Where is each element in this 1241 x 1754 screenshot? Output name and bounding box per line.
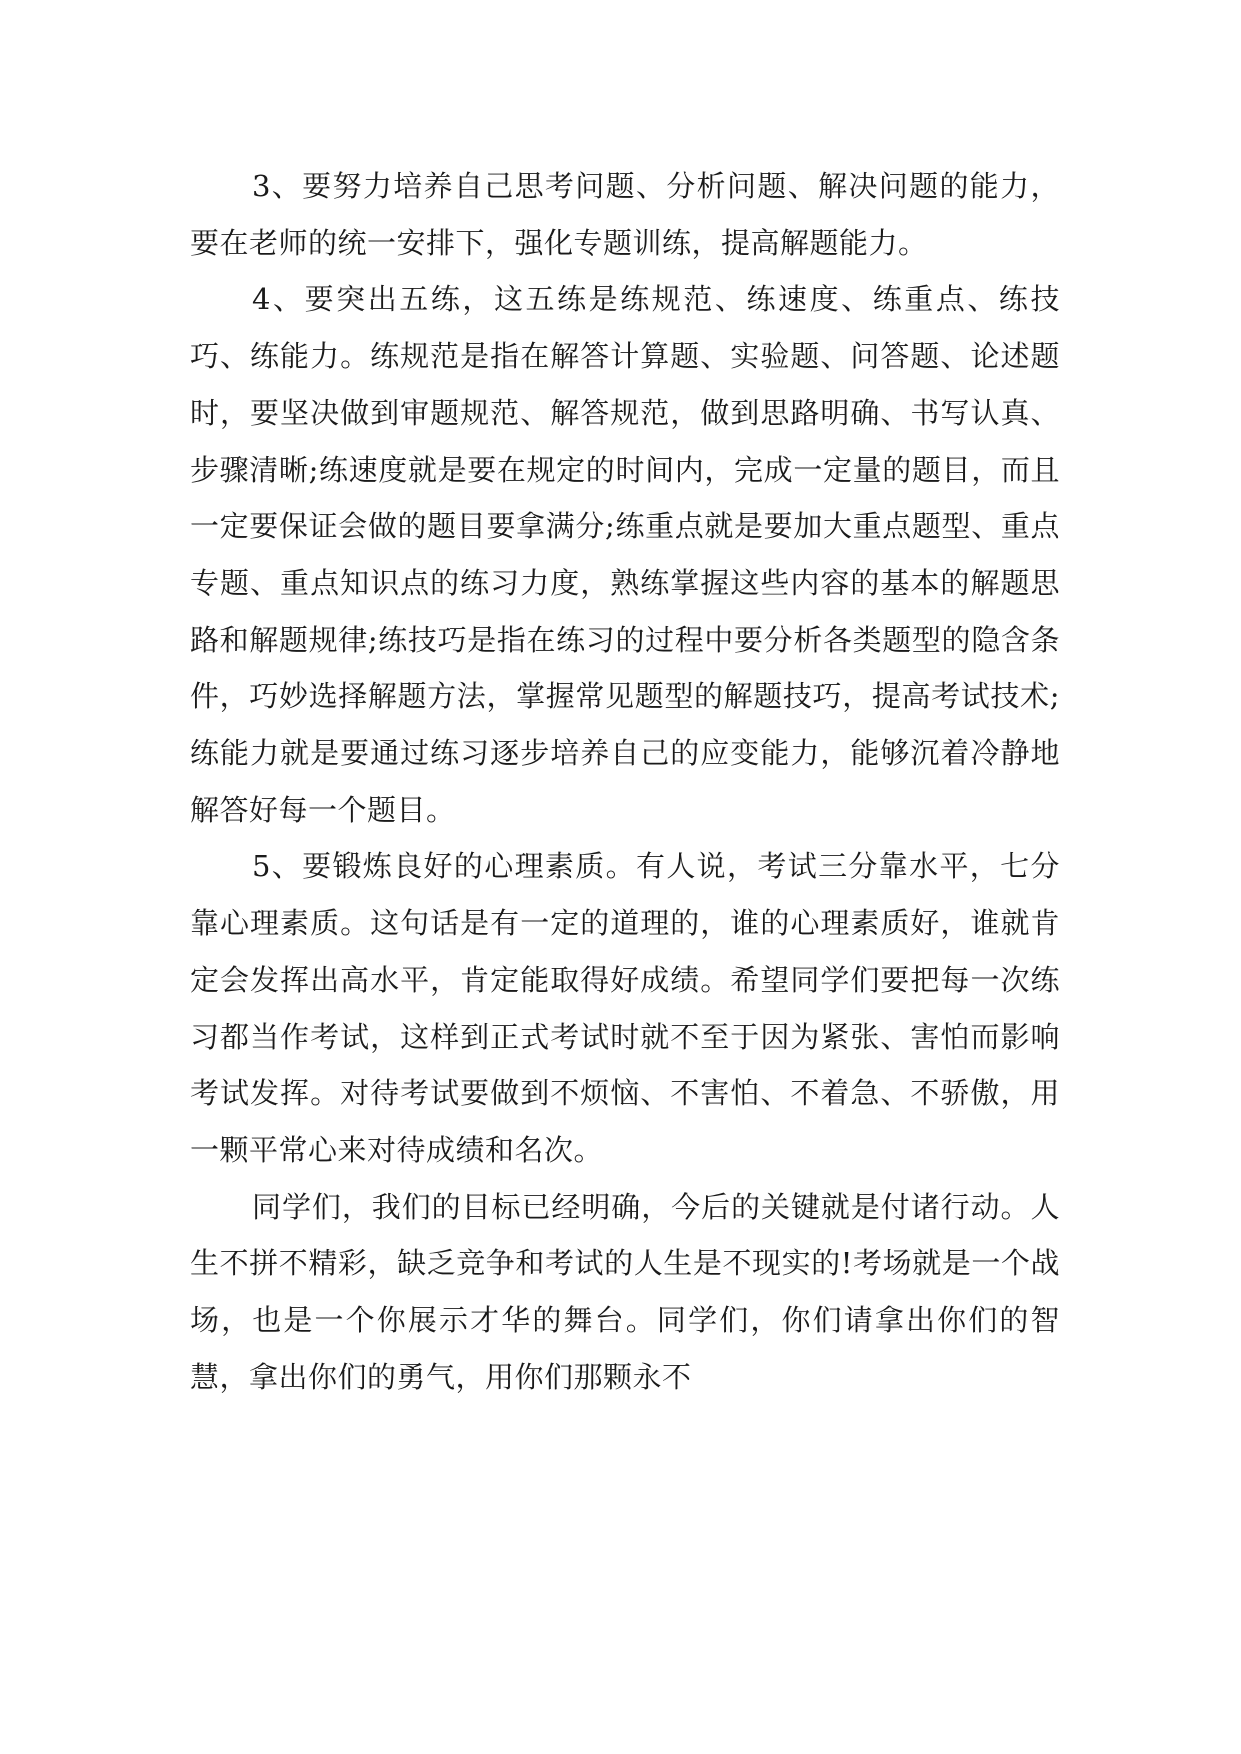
paragraph-item-4: 4、要突出五练，这五练是练规范、练速度、练重点、练技巧、练能力。练规范是指在解答计算题、实验题、问答题、论述题时，要坚决做到审题规范、解答规范，做到思路明确、书写认真、步骤清晰;练速度就是要在规定的时间内，完成一定量的题目，而且一定要保证会做的题目要拿满分;练重点就是要加大重点题型、重点专题、重点知识点的练习力度，熟练掌握这些内容的基本的解题思路和解题规律;练技巧是指在练习的过程中要分析各类题型的隐含条件，巧妙选择解题方法，掌握常见题型的解题技巧，提高考试技术;练能力就是要通过练习逐步培养自己的应变能力，能够沉着冷静地解答好每一个题目。 bbox=[190, 282, 1060, 827]
document-body bbox=[190, 158, 1060, 1405]
paragraph-item-5: 5、要锻炼良好的心理素质。有人说，考试三分靠水平，七分靠心理素质。这句话是有一定的道理的，谁的心理素质好，谁就肯定会发挥出高水平，肯定能取得好成绩。希望同学们要把每一次练习都当作考试，这样到正式考试时就不至于因为紧张、害怕而影响考试发挥。对待考试要做到不烦恼、不害怕、不着急、不骄傲，用一颗平常心来对待成绩和名次。 bbox=[190, 849, 1060, 1167]
paragraph-closing: 同学们，我们的目标已经明确，今后的关键就是付诸行动。人生不拼不精彩，缺乏竞争和考试的人生是不现实的!考场就是一个战场，也是一个你展示才华的舞台。同学们，你们请拿出你们的智慧，拿出你们的勇气，用你们那颗永不 bbox=[190, 1189, 1060, 1394]
paragraph-item-3: 3、要努力培养自己思考问题、分析问题、解决问题的能力，要在老师的统一安排下，强化专题训练，提高解题能力。 bbox=[190, 169, 1060, 260]
